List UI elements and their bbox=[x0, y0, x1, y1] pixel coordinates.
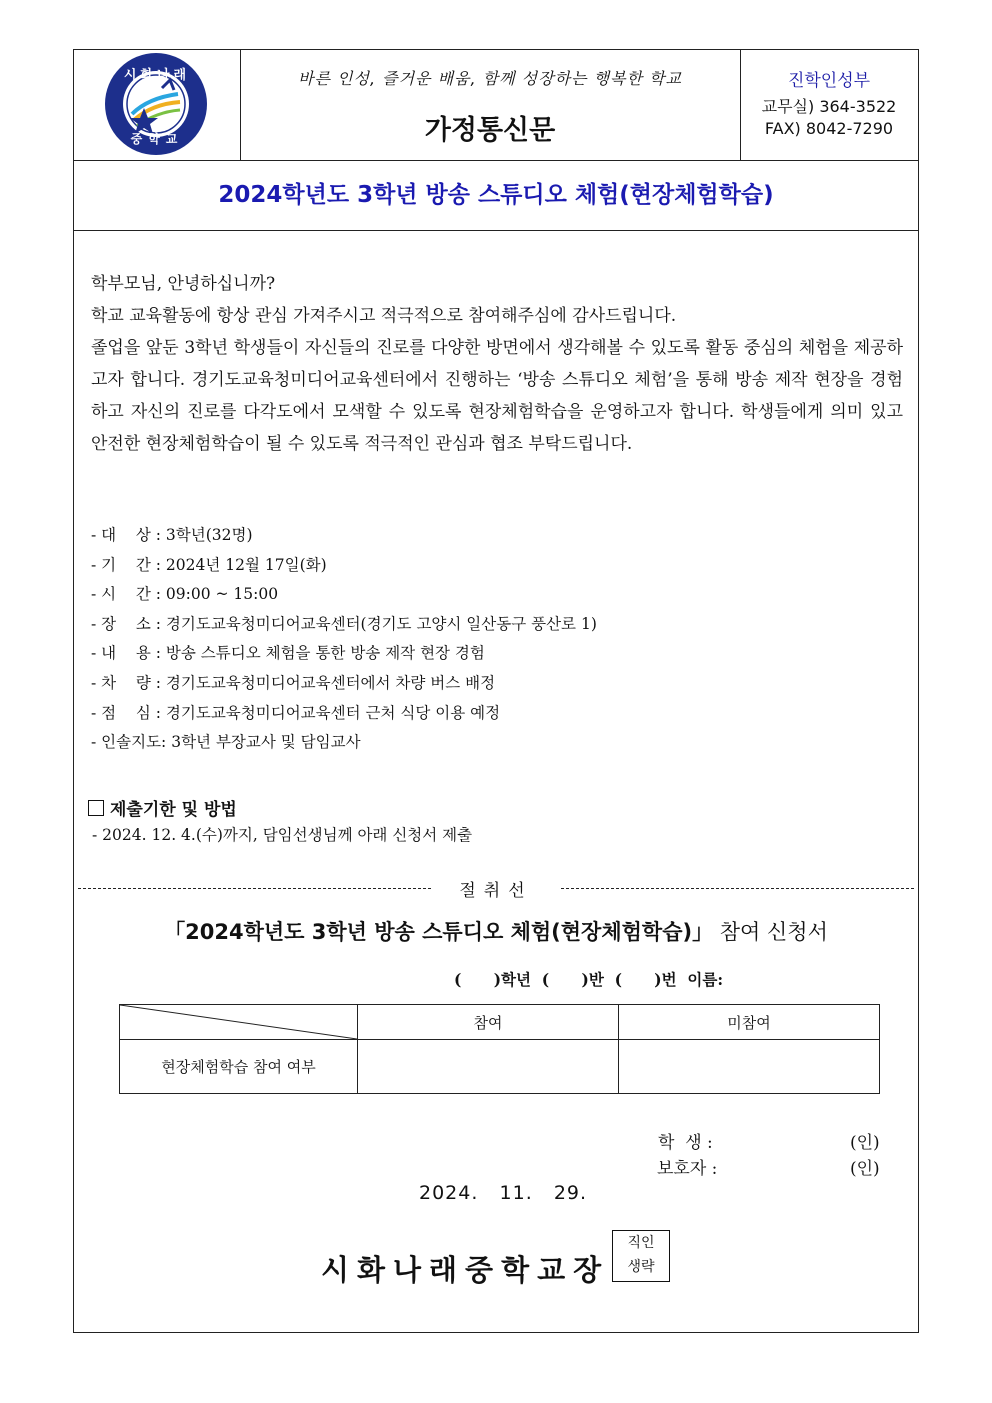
info-value: 경기도교육청미디어교육센터 근처 식당 이용 예정 bbox=[165, 703, 501, 722]
info-value: 09:00 ~ 15:00 bbox=[165, 585, 279, 604]
newsletter-title: 가정통신문 bbox=[424, 115, 556, 146]
logo-text-top: 시화나래 bbox=[123, 68, 191, 83]
student-info-line[interactable]: ( )학년 ( )반 ( )번 이름: bbox=[454, 970, 724, 989]
fax-number: FAX) 8042-7290 bbox=[764, 119, 894, 138]
paragraph-purpose: 졸업을 앞둔 3학년 학생들이 자신들의 진로를 다양한 방면에서 생각해볼 수 있도록 활동 중심의 체험을 제공하고자 합니다. 경기도교육청미디어교육센터에서 진행하는 ‘방송 스튜디오 체험’을 통해 방송 제작 현장을 경험하고 자신의 진로를 다각도에서 모색할 수 있도록 현장체험학습을 운영하고자 합니다. 학생들에게 의미 있고 안전한 현장체험학습이 될 수 있도록 적극적인 관심과 협조 부탁드립니다. bbox=[91, 338, 903, 454]
info-value: 경기도교육청미디어교육센터(경기도 고양시 일산동구 풍산로 1) bbox=[165, 614, 597, 633]
info-value: 경기도교육청미디어교육센터에서 차량 버스 배정 bbox=[165, 673, 496, 692]
info-value: 2024년 12월 17일(화) bbox=[165, 555, 327, 574]
application-table bbox=[119, 1004, 880, 1094]
checkbox-square-icon bbox=[88, 800, 104, 816]
submission-heading bbox=[88, 795, 237, 820]
office-phone: 교무실) 364-3522 bbox=[761, 97, 897, 116]
student-sign-label: 학 생 : bbox=[658, 1133, 713, 1153]
seal-line-1: 직인 bbox=[627, 1235, 655, 1251]
info-label: - 내 용 : bbox=[91, 644, 166, 663]
cut-line bbox=[78, 876, 914, 901]
row-label-participation: 현장체험학습 참여 여부 bbox=[120, 1040, 358, 1094]
diagonal-line-icon bbox=[120, 1005, 357, 1039]
info-row-time bbox=[91, 580, 891, 610]
logo-cell bbox=[74, 50, 241, 160]
info-row-target bbox=[91, 521, 891, 551]
paragraph-thanks: 학교 교육활동에 항상 관심 가져주시고 적극적으로 참여해주심에 감사드립니다. bbox=[91, 306, 677, 326]
principal-name: 시화나래중학교장 bbox=[321, 1253, 610, 1287]
application-title-suffix: 참여 신청서 bbox=[713, 920, 828, 944]
header bbox=[74, 50, 918, 161]
parent-sign-label: 보호자 : bbox=[657, 1159, 718, 1179]
info-row-period bbox=[91, 551, 891, 581]
newsletter-frame bbox=[73, 49, 919, 1333]
logo-text-bottom: 중학교 bbox=[130, 132, 184, 146]
seal-omitted-box bbox=[612, 1230, 670, 1282]
school-motto: 바른 인성, 즐거운 배움, 함께 성장하는 행복한 학교 bbox=[298, 69, 682, 88]
document-title: 2024학년도 3학년 방송 스튜디오 체험(현장체험학습) bbox=[74, 160, 918, 231]
info-label: - 점 심 : bbox=[91, 703, 166, 722]
greeting: 학부모님, 안녕하십니까? bbox=[91, 274, 276, 294]
info-list bbox=[91, 521, 891, 758]
department: 진학인성부 bbox=[787, 71, 871, 91]
table-corner-cell bbox=[120, 1005, 358, 1040]
cut-dash-left bbox=[78, 888, 431, 889]
seal-line-2: 생략 bbox=[627, 1259, 655, 1275]
issue-date: 2024. 11. 29. bbox=[419, 1182, 588, 1204]
info-label: - 시 간 : bbox=[91, 585, 166, 604]
header-middle bbox=[240, 50, 741, 160]
application-title-main: 「2024학년도 3학년 방송 스튜디오 체험(현장체험학습)」 bbox=[164, 920, 714, 944]
info-label: - 기 간 : bbox=[91, 555, 166, 574]
cut-dash-right bbox=[561, 888, 914, 889]
info-label: - 차 량 : bbox=[91, 673, 166, 692]
info-value: 3학년(32명) bbox=[165, 526, 253, 544]
info-row-vehicle bbox=[91, 669, 891, 699]
col-header-attend: 참여 bbox=[358, 1005, 619, 1040]
col-header-absent: 미참여 bbox=[619, 1005, 880, 1040]
cut-label: 절취선 bbox=[459, 881, 533, 901]
info-row-lunch bbox=[91, 699, 891, 729]
header-contact bbox=[740, 50, 918, 160]
application-title bbox=[74, 916, 918, 946]
info-row-place bbox=[91, 610, 891, 640]
info-value: 방송 스튜디오 체험을 통한 방송 제작 현장 경험 bbox=[165, 644, 485, 663]
student-seal-mark[interactable]: (인) bbox=[850, 1133, 880, 1153]
info-label: - 대 상 : bbox=[91, 526, 166, 544]
letter-body bbox=[91, 268, 903, 460]
info-value: 3학년 부장교사 및 담임교사 bbox=[171, 733, 361, 752]
attend-checkbox-cell[interactable] bbox=[358, 1040, 619, 1094]
submission-heading-text: 제출기한 및 방법 bbox=[110, 800, 237, 820]
submission-item: - 2024. 12. 4.(수)까지, 담임선생님께 아래 신청서 제출 bbox=[92, 826, 473, 844]
info-row-content bbox=[91, 639, 891, 669]
info-row-supervisor bbox=[91, 728, 891, 758]
info-label: - 장 소 : bbox=[91, 614, 166, 633]
parent-seal-mark[interactable]: (인) bbox=[850, 1159, 880, 1179]
info-label: - 인솔지도: bbox=[91, 733, 172, 752]
absent-checkbox-cell[interactable] bbox=[619, 1040, 880, 1094]
